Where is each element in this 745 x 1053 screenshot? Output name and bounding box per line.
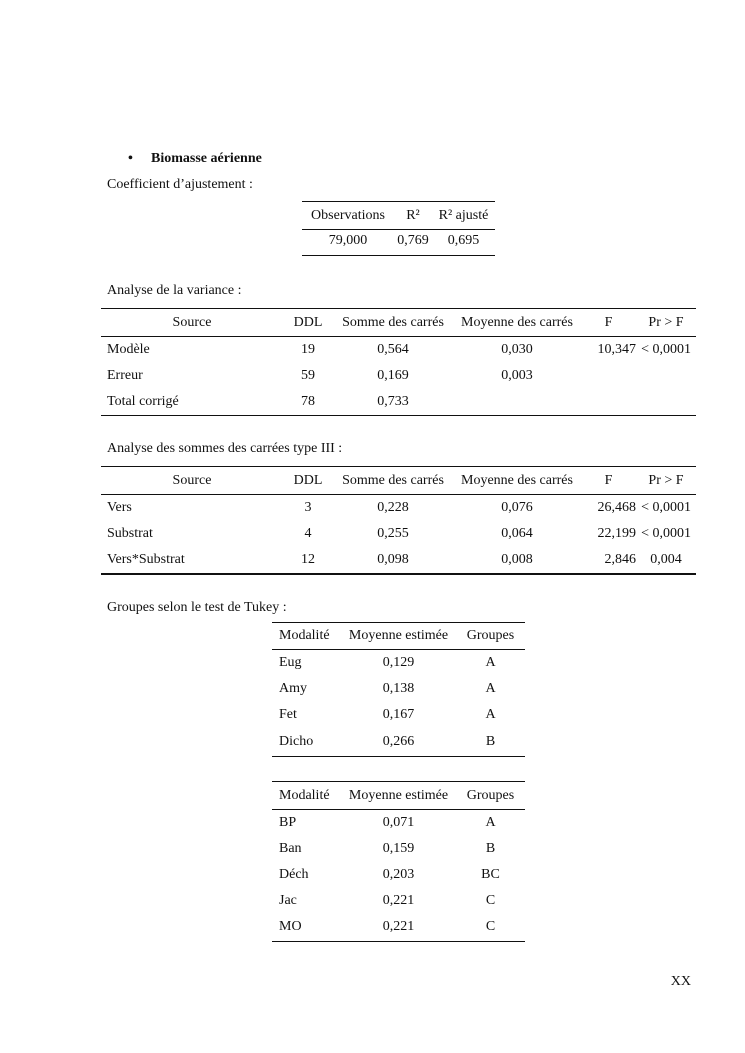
page-number: XX (670, 974, 691, 989)
type3-cell: 0,098 (377, 551, 409, 567)
type3-header-cell: Moyenne des carrés (461, 472, 573, 488)
tukey2-cell: 0,159 (382, 840, 415, 856)
tukey2-cell: Jac (279, 892, 297, 908)
anova-cell (636, 389, 696, 416)
anova-cell: 0,030 (501, 341, 533, 357)
tukey1-cell: Dicho (279, 733, 314, 749)
fit-header-row (302, 202, 495, 230)
type3-cell: 0,228 (377, 499, 409, 515)
anova-cell: Modèle (107, 341, 150, 357)
tukey1-header-cell: Modalité (279, 628, 330, 643)
anova-cell (581, 363, 636, 389)
tukey1-cell: 0,129 (382, 654, 415, 670)
tukey1-header-cell: Moyenne estimée (348, 628, 449, 643)
type3-row (101, 547, 696, 574)
tukey2-cell: B (485, 840, 496, 856)
tukey2-cell: C (485, 919, 496, 935)
tukey2-cell: MO (279, 919, 302, 935)
tukey2-row (272, 810, 525, 836)
tukey1-row (272, 650, 525, 676)
tukey1-cell: A (485, 680, 496, 696)
anova-cell (581, 389, 636, 416)
fit-cell: 79,000 (328, 233, 368, 248)
anova-cell: 0,169 (377, 367, 409, 383)
tukey1-header-cell: Groupes (466, 628, 515, 643)
tukey2-cell: 0,221 (382, 892, 415, 908)
type3-cell: 0,008 (501, 551, 533, 567)
anova-cell (453, 389, 581, 416)
type3-cell: < 0,0001 (641, 525, 691, 541)
anova-caption: Analyse de la variance : (107, 283, 242, 298)
anova-cell: Erreur (107, 367, 143, 383)
tukey2-cell: A (485, 814, 496, 830)
tukey1-cell: 0,167 (382, 706, 415, 722)
tukey-table-2 (272, 781, 525, 942)
tukey-table-1 (272, 622, 525, 757)
type3-cell: 0,076 (501, 499, 533, 515)
type3-cell: Substrat (107, 525, 153, 541)
anova-cell: 19 (301, 341, 315, 357)
type3-cell: < 0,0001 (641, 499, 691, 515)
anova-cell: 0,003 (501, 367, 533, 383)
fit-header-cell: R² (394, 202, 432, 230)
tukey1-row (272, 702, 525, 728)
type3-header-cell: DDL (293, 472, 323, 488)
anova-header-cell: Pr > F (648, 314, 684, 330)
tukey2-cell: Déch (279, 866, 309, 882)
type3-header-cell: Source (172, 472, 212, 488)
tukey2-cell: 0,203 (382, 866, 415, 882)
anova-row (101, 337, 696, 363)
tukey1-cell: 0,266 (382, 733, 415, 749)
fit-table (302, 201, 495, 256)
tukey2-cell: 0,221 (382, 919, 415, 935)
type3-row (101, 521, 696, 547)
tukey2-cell: BP (279, 814, 297, 830)
tukey2-cell: BC (481, 866, 500, 882)
type3-header-cell: F (604, 472, 613, 488)
section-title: Biomasse aérienne (151, 151, 262, 166)
anova-header-cell: DDL (293, 314, 323, 330)
type3-cell: Vers*Substrat (107, 551, 185, 567)
fit-caption: Coefficient d’ajustement : (107, 177, 253, 192)
type3-caption: Analyse des sommes des carrées type III : (107, 441, 343, 456)
type3-cell: 3 (304, 499, 312, 515)
fit-header-cell: R² ajusté (432, 202, 495, 230)
type3-row (101, 495, 696, 521)
tukey1-row (272, 728, 525, 757)
tukey1-cell: Eug (279, 654, 302, 670)
anova-cell: Total corrigé (107, 393, 179, 409)
type3-cell: 26,468 (597, 499, 636, 515)
anova-cell: 0,564 (377, 341, 409, 357)
type3-header-cell: Somme des carrés (342, 472, 444, 488)
type3-cell: 0,064 (501, 525, 533, 541)
tukey1-cell: A (485, 706, 496, 722)
tukey2-cell: Ban (279, 840, 302, 856)
tukey2-row (272, 836, 525, 862)
tukey2-header-row (272, 782, 525, 810)
anova-table (101, 308, 696, 416)
type3-cell: 0,255 (377, 525, 409, 541)
tukey2-row (272, 914, 525, 942)
tukey2-header-cell: Moyenne estimée (348, 787, 449, 803)
type3-cell: 22,199 (597, 525, 636, 541)
tukey1-cell: Amy (279, 680, 307, 696)
anova-cell: 59 (301, 367, 315, 383)
anova-header-row (101, 309, 696, 337)
tukey2-row (272, 888, 525, 914)
tukey1-cell: 0,138 (382, 680, 415, 696)
fit-cell: 0,769 (397, 233, 429, 248)
tukey1-cell: A (485, 654, 496, 670)
type3-cell: 4 (304, 525, 312, 541)
tukey1-cell: Fet (279, 706, 297, 722)
anova-cell: < 0,0001 (641, 341, 691, 357)
type3-cell: 2,846 (604, 551, 636, 567)
type3-cell: Vers (107, 499, 132, 515)
anova-cell: 0,733 (377, 393, 409, 409)
fit-data-row (302, 230, 495, 256)
bullet-icon: • (128, 151, 133, 166)
type3-cell: 0,004 (650, 551, 682, 567)
tukey-caption: Groupes selon le test de Tukey : (107, 600, 287, 615)
anova-cell (636, 363, 696, 389)
anova-header-cell: Source (172, 314, 212, 330)
tukey2-header-cell: Modalité (279, 787, 330, 803)
fit-header-cell: Observations (302, 202, 394, 230)
type3-header-cell: Pr > F (648, 472, 684, 488)
tukey1-header-row (272, 623, 525, 650)
anova-header-cell: Somme des carrés (342, 314, 444, 330)
fit-cell: 0,695 (447, 233, 480, 248)
tukey1-cell: B (485, 733, 496, 749)
type3-header-row (101, 467, 696, 495)
anova-header-cell: F (604, 314, 613, 330)
tukey2-cell: C (485, 892, 496, 908)
tukey2-cell: 0,071 (382, 814, 415, 830)
tukey2-header-cell: Groupes (466, 787, 515, 803)
anova-row (101, 363, 696, 389)
anova-row (101, 389, 696, 416)
tukey1-row (272, 676, 525, 702)
type3-cell: 12 (301, 551, 315, 567)
anova-cell: 10,347 (597, 341, 636, 357)
tukey2-row (272, 862, 525, 888)
type3-table (101, 466, 696, 575)
anova-cell: 78 (301, 393, 315, 409)
anova-header-cell: Moyenne des carrés (461, 314, 573, 330)
